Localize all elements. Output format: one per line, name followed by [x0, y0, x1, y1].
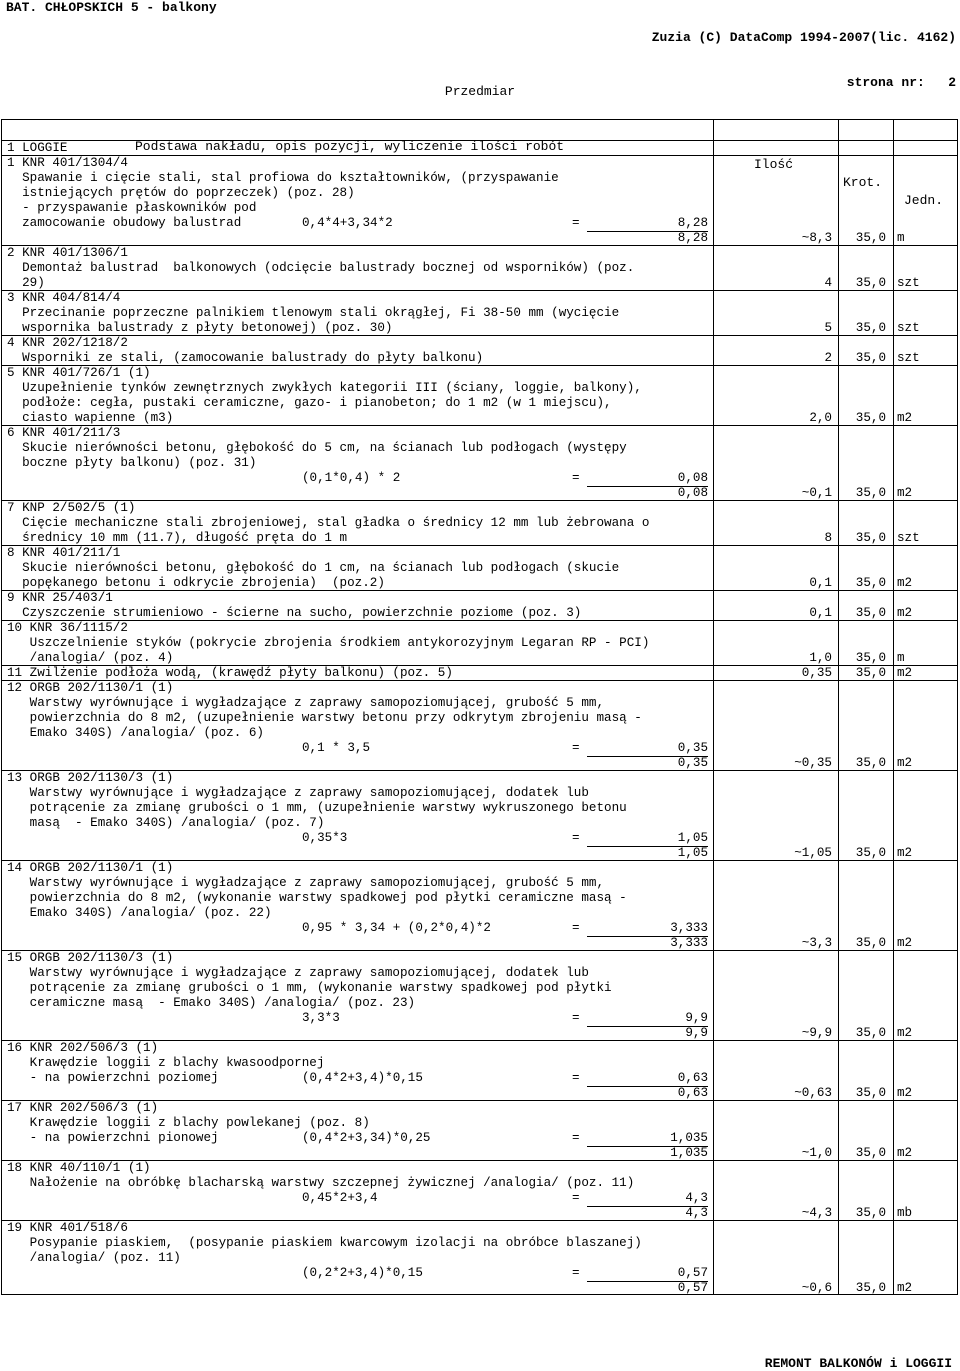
item-quantity: 5: [824, 321, 832, 335]
item-code: 4 KNR 202/1218/2: [7, 336, 128, 350]
item-description-line: Uzupełnienie tynków zewnętrznych zwykłych kategorii III (ściany, loggie, balkony),: [7, 381, 642, 395]
item-code: 3 KNR 404/814/4: [7, 291, 121, 305]
calc-expression: (0,4*2+3,4)*0,15: [302, 1071, 423, 1085]
program-license: Zuzia (C) DataComp 1994-2007(lic. 4162): [651, 30, 956, 45]
table-row: [2, 951, 957, 1041]
item-krot: 35,0: [855, 651, 886, 665]
calc-label: - na powierzchni poziomej: [7, 1071, 219, 1085]
item-krot: 35,0: [855, 936, 886, 950]
item-unit: m2: [897, 606, 913, 620]
calc-expression: 0,1 * 3,5: [302, 741, 371, 755]
table-row: [2, 1041, 957, 1101]
item-unit: m2: [897, 1146, 913, 1160]
item-code: 13 ORGB 202/1130/3 (1): [7, 771, 174, 785]
item-description-line: - przyspawanie płaskowników pod: [7, 201, 257, 215]
calc-equals: =: [572, 831, 580, 845]
calc-equals: =: [572, 1266, 580, 1280]
item-krot: 35,0: [855, 321, 886, 335]
item-description-line: średnicy 10 mm (11.7), długość pręta do 1 m: [7, 531, 348, 545]
item-quantity: ~3,3: [801, 936, 832, 950]
calc-expression: 0,4*4+3,34*2: [302, 216, 393, 230]
item-unit: szt: [897, 276, 920, 290]
item-unit: m2: [897, 411, 913, 425]
item-krot: 35,0: [855, 1146, 886, 1160]
calc-value: 1,035: [587, 1131, 708, 1147]
item-code: 6 KNR 401/211/3: [7, 426, 121, 440]
calc-expression: (0,4*2+3,34)*0,25: [302, 1131, 431, 1145]
table-row: [2, 666, 957, 681]
calc-sum: 8,28: [677, 231, 708, 245]
calc-label: zamocowanie obudowy balustrad: [7, 216, 242, 230]
calc-sum: 3,333: [670, 936, 708, 950]
item-quantity: 2,0: [809, 411, 832, 425]
item-description-line: Emako 340S) /analogia/ (poz. 6): [7, 726, 264, 740]
calc-sum: 0,63: [677, 1086, 708, 1100]
item-description-line: Cięcie mechaniczne stali zbrojeniowej, stal gładka o średnicy 12 mm lub żebrowana o: [7, 516, 650, 530]
item-quantity: 0,35: [801, 666, 832, 680]
calc-value: 0,35: [587, 741, 708, 757]
table-row: [2, 156, 957, 246]
item-unit: m2: [897, 1086, 913, 1100]
item-description-line: potrącenie za zmianę grubości o 1 mm, (uzupełnienie warstwy wykruszonego betonu: [7, 801, 627, 815]
item-unit: szt: [897, 351, 920, 365]
item-description-line: Skucie nierówności betonu, głębokość do 5 cm, na ścianach lub podłogach (występy: [7, 441, 627, 455]
calc-sum: 0,08: [677, 486, 708, 500]
item-code: 5 KNR 401/726/1 (1): [7, 366, 151, 380]
item-krot: 35,0: [855, 576, 886, 590]
item-quantity: ~8,3: [801, 231, 832, 245]
item-code: 8 KNR 401/211/1: [7, 546, 121, 560]
table-row: [2, 1221, 957, 1296]
document-title: Przedmiar: [444, 84, 516, 99]
calc-equals: =: [572, 741, 580, 755]
item-krot: 35,0: [855, 666, 886, 680]
item-description-line: Warstwy wyrównujące i wygładzające z zaprawy samopoziomującej, grubość 5 mm,: [7, 876, 605, 890]
item-unit: m: [897, 651, 905, 665]
item-code: 10 KNR 36/1115/2: [7, 621, 128, 635]
column-header-desc: Podstawa nakładu, opis pozycji, wyliczenie ilości robót: [135, 139, 565, 154]
item-quantity: ~0,35: [794, 756, 832, 770]
estimate-table: [1, 119, 958, 1295]
item-unit: m2: [897, 846, 913, 860]
item-krot: 35,0: [855, 606, 886, 620]
item-quantity: ~0,1: [801, 486, 832, 500]
item-krot: 35,0: [855, 1086, 886, 1100]
calc-equals: =: [572, 921, 580, 935]
column-header-unit: Jedn.: [904, 193, 944, 208]
item-unit: m2: [897, 486, 913, 500]
item-unit: szt: [897, 321, 920, 335]
calc-equals: =: [572, 1131, 580, 1145]
item-code: 11 Zwilżenie podłoża wodą, (krawędź płyty balkonu) (poz. 5): [7, 666, 453, 680]
item-code: 19 KNR 401/518/6: [7, 1221, 128, 1235]
item-description-line: Przecinanie poprzeczne palnikiem tlenowym stali okrągłej, Fi 38-50 mm (wycięcie: [7, 306, 620, 320]
item-description-line: powierzchnia do 8 m2, (uzupełnienie warstwy betonu przy odkrytym zbrojeniu masą -: [7, 711, 642, 725]
table-row: [2, 1101, 957, 1161]
item-code: 18 KNR 40/110/1 (1): [7, 1161, 151, 1175]
item-quantity: 4: [824, 276, 832, 290]
item-krot: 35,0: [855, 231, 886, 245]
item-description-line: Wsporniki ze stali, (zamocowanie balustrady do płyty balkonu): [7, 351, 484, 365]
table-row: [2, 336, 957, 366]
calc-sum: 1,035: [670, 1146, 708, 1160]
item-description-line: Czyszczenie strumieniowo - ścierne na sucho, powierzchnie poziome (poz. 3): [7, 606, 582, 620]
calc-expression: (0,2*2+3,4)*0,15: [302, 1266, 423, 1280]
item-code: 17 KNR 202/506/3 (1): [7, 1101, 159, 1115]
item-quantity: ~9,9: [801, 1026, 832, 1040]
item-unit: m: [897, 231, 905, 245]
calc-sum: 4,3: [685, 1206, 708, 1220]
item-quantity: 1,0: [809, 651, 832, 665]
item-description-line: popękanego betonu i odkrycie zbrojenia) (poz.2): [7, 576, 385, 590]
item-description-line: ciasto wapienne (m3): [7, 411, 174, 425]
item-description-line: Nałożenie na obróbkę blacharską warstwy szczepnej żywicznej /analogia/ (poz. 11): [7, 1176, 635, 1190]
calc-equals: =: [572, 1011, 580, 1025]
item-description-line: Krawędzie loggii z blachy kwasoodpornej: [7, 1056, 325, 1070]
item-code: 15 ORGB 202/1130/3 (1): [7, 951, 174, 965]
item-description-line: /analogia/ (poz. 4): [7, 651, 174, 665]
table-row: [2, 501, 957, 546]
item-quantity: ~4,3: [801, 1206, 832, 1220]
item-description-line: 29): [7, 276, 45, 290]
item-quantity: ~1,05: [794, 846, 832, 860]
calc-expression: 0,35*3: [302, 831, 348, 845]
item-krot: 35,0: [855, 1206, 886, 1220]
item-quantity: 0,1: [809, 606, 832, 620]
item-code: 12 ORGB 202/1130/1 (1): [7, 681, 174, 695]
document-header-left: BAT. CHŁOPSKICH 5 - balkony: [6, 0, 217, 15]
calc-value: 8,28: [587, 216, 708, 232]
item-krot: 35,0: [855, 351, 886, 365]
item-description-line: masą - Emako 340S) /analogia/ (poz. 7): [7, 816, 325, 830]
item-description-line: powierzchnia do 8 m2, (wykonanie warstwy spadkowej pod płytki ceramiczne masą -: [7, 891, 627, 905]
table-row: [2, 591, 957, 621]
item-krot: 35,0: [855, 411, 886, 425]
item-description-line: Krawędzie loggii z blachy powlekanej (poz. 8): [7, 1116, 370, 1130]
calc-label: - na powierzchni pionowej: [7, 1131, 219, 1145]
item-code: 9 KNR 25/403/1: [7, 591, 113, 605]
item-description-line: Skucie nierówności betonu, głębokość do 1 cm, na ścianach lub podłogach (skucie: [7, 561, 620, 575]
calc-value: 3,333: [587, 921, 708, 937]
item-unit: m2: [897, 756, 913, 770]
item-krot: 35,0: [855, 276, 886, 290]
table-row: [2, 246, 957, 291]
item-description-line: podłoże: cegła, pustaki ceramiczne, gazo- i pianobeton; do 1 m2 (w 1 miejscu),: [7, 396, 612, 410]
calc-value: 4,3: [587, 1191, 708, 1207]
calc-equals: =: [572, 1191, 580, 1205]
item-description-line: Warstwy wyrównujące i wygładzające z zaprawy samopoziomującej, grubość 5 mm,: [7, 696, 605, 710]
item-description-line: potrącenie za zmianę grubości o 1 mm, (wykonanie warstwy spadkowej pod płytki: [7, 981, 612, 995]
item-quantity: 0,1: [809, 576, 832, 590]
item-description-line: ceramiczne masą - Emako 340S) /analogia/ (poz. 23): [7, 996, 416, 1010]
item-quantity: 2: [824, 351, 832, 365]
item-quantity: 8: [824, 531, 832, 545]
item-description-line: Emako 340S) /analogia/ (poz. 22): [7, 906, 272, 920]
item-krot: 35,0: [855, 486, 886, 500]
section-row: [2, 141, 957, 156]
item-unit: m2: [897, 666, 913, 680]
calc-expression: 0,95 * 3,34 + (0,2*0,4)*2: [302, 921, 491, 935]
table-row: [2, 681, 957, 771]
table-row: [2, 366, 957, 426]
calc-expression: 0,45*2+3,4: [302, 1191, 378, 1205]
item-quantity: ~1,0: [801, 1146, 832, 1160]
calc-sum: 0,57: [677, 1281, 708, 1295]
calc-sum: 1,05: [677, 846, 708, 860]
item-code: 2 KNR 401/1306/1: [7, 246, 128, 260]
item-unit: mb: [897, 1206, 913, 1220]
column-header-qty: Ilość: [754, 157, 794, 172]
item-unit: m2: [897, 576, 913, 590]
calc-expression: (0,1*0,4) * 2: [302, 471, 401, 485]
item-description-line: Warstwy wyrównujące i wygładzające z zaprawy samopoziomującej, dodatek lub: [7, 966, 589, 980]
calc-value: 0,08: [587, 471, 708, 487]
item-krot: 35,0: [855, 846, 886, 860]
item-description-line: /analogia/ (poz. 11): [7, 1251, 181, 1265]
table-row: [2, 546, 957, 591]
calc-sum: 0,35: [677, 756, 708, 770]
item-krot: 35,0: [855, 1026, 886, 1040]
calc-value: 9,9: [587, 1011, 708, 1027]
item-krot: 35,0: [855, 1281, 886, 1295]
item-description-line: wspornika balustrady z płyty betonowej) (poz. 30): [7, 321, 393, 335]
item-description-line: istniejących prętów do poprzeczek) (poz. 28): [7, 186, 355, 200]
page-number: strona nr: 2: [846, 75, 956, 90]
item-unit: m2: [897, 936, 913, 950]
item-unit: szt: [897, 531, 920, 545]
items-container: [2, 141, 957, 1296]
calc-value: 0,63: [587, 1071, 708, 1087]
column-header-krot: Krot.: [843, 175, 883, 190]
document-footer: REMONT BALKONÓW i LOGGII: [764, 1356, 952, 1371]
item-quantity: ~0,63: [794, 1086, 832, 1100]
item-krot: 35,0: [855, 531, 886, 545]
item-description-line: Spawanie i cięcie stali, stal profiowa do kształtowników, (przyspawanie: [7, 171, 559, 185]
table-row: [2, 1161, 957, 1221]
table-row: [2, 771, 957, 861]
item-description-line: Uszczelnienie styków (pokrycie zbrojenia środkiem antykorozyjnym Legaran RP - PCI): [7, 636, 650, 650]
item-unit: m2: [897, 1281, 913, 1295]
item-description-line: Warstwy wyrównujące i wygładzające z zaprawy samopoziomującej, dodatek lub: [7, 786, 589, 800]
calc-equals: =: [572, 216, 580, 230]
calc-equals: =: [572, 1071, 580, 1085]
table-row: [2, 291, 957, 336]
item-unit: m2: [897, 1026, 913, 1040]
table-row: [2, 621, 957, 666]
item-description-line: Demontaż balustrad balkonowych (odcięcie balustrady bocznej od wsporników) (poz.: [7, 261, 635, 275]
table-row: [2, 861, 957, 951]
calc-expression: 3,3*3: [302, 1011, 340, 1025]
calc-equals: =: [572, 471, 580, 485]
calc-value: 1,05: [587, 831, 708, 847]
item-code: 14 ORGB 202/1130/1 (1): [7, 861, 174, 875]
section-title: 1 LOGGIE: [7, 141, 68, 155]
item-code: 16 KNR 202/506/3 (1): [7, 1041, 159, 1055]
calc-sum: 9,9: [685, 1026, 708, 1040]
item-krot: 35,0: [855, 756, 886, 770]
item-code: 1 KNR 401/1304/4: [7, 156, 128, 170]
item-code: 7 KNP 2/502/5 (1): [7, 501, 136, 515]
calc-value: 0,57: [587, 1266, 708, 1282]
item-description-line: Posypanie piaskiem, (posypanie piaskiem kwarcowym izolacji na obróbce blaszanej): [7, 1236, 642, 1250]
item-quantity: ~0,6: [801, 1281, 832, 1295]
item-description-line: boczne płyty balkonu) (poz. 31): [7, 456, 257, 470]
table-row: [2, 426, 957, 501]
